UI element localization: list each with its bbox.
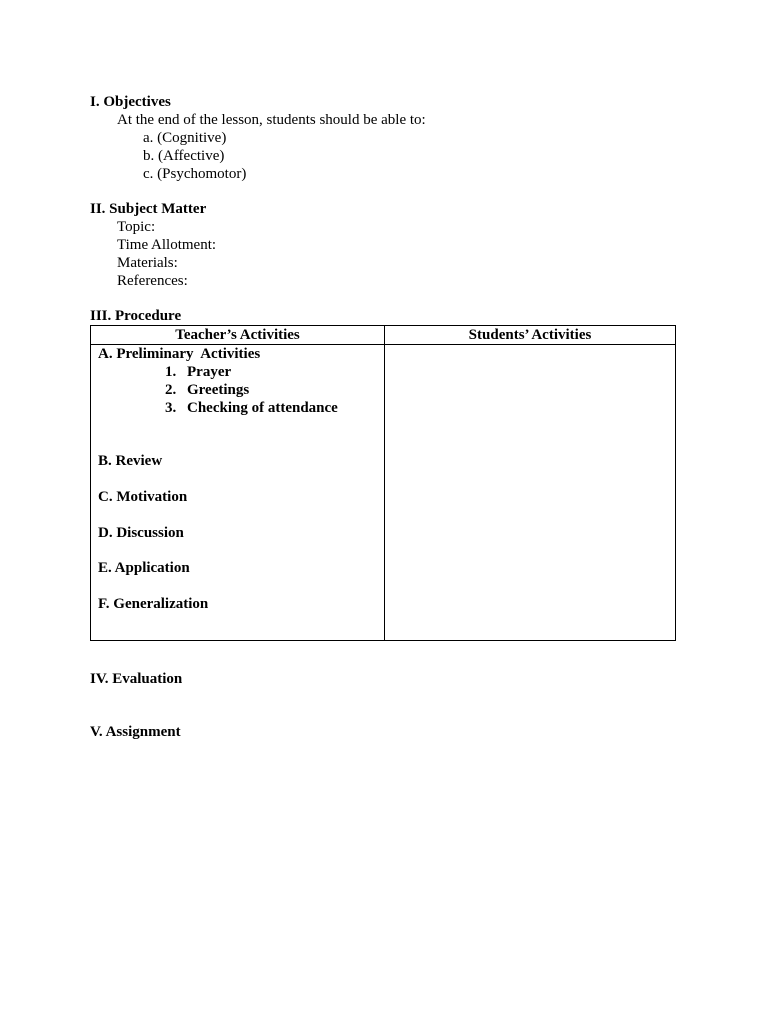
- preliminary-step: [165, 363, 231, 381]
- procedure-table: [90, 325, 676, 641]
- step-number: 2.: [165, 382, 177, 398]
- subject-matter-heading: II. Subject Matter: [90, 201, 207, 217]
- step-text: Prayer: [187, 364, 232, 380]
- step-text: Checking of attendance: [187, 400, 338, 416]
- procedure-heading: III. Procedure: [90, 308, 182, 324]
- preliminary-activities-label: A. Preliminary Activities: [98, 346, 261, 362]
- procedure-section-motivation: C. Motivation: [98, 489, 188, 505]
- step-number: 1.: [165, 364, 177, 380]
- objective-psychomotor: c. (Psychomotor): [143, 166, 247, 182]
- subject-matter-references: References:: [117, 273, 188, 289]
- preliminary-step: [165, 381, 249, 399]
- procedure-section-review: B. Review: [98, 453, 163, 469]
- subject-matter-time-allotment: Time Allotment:: [117, 237, 217, 253]
- step-text: Greetings: [187, 382, 250, 398]
- students-activities-header: Students’ Activities: [468, 327, 592, 343]
- subject-matter-topic: Topic:: [117, 219, 156, 235]
- objectives-heading: I. Objectives: [90, 94, 171, 110]
- procedure-section-application: E. Application: [98, 560, 190, 576]
- subject-matter-materials: Materials:: [117, 255, 178, 271]
- procedure-section-generalization: F. Generalization: [98, 596, 209, 612]
- objective-affective: b. (Affective): [143, 148, 225, 164]
- step-number: 3.: [165, 400, 177, 416]
- preliminary-step: [165, 399, 338, 417]
- objectives-intro: At the end of the lesson, students should be able to:: [117, 112, 426, 128]
- assignment-heading: V. Assignment: [90, 724, 181, 740]
- objective-cognitive: a. (Cognitive): [143, 130, 227, 146]
- evaluation-heading: IV. Evaluation: [90, 671, 183, 687]
- teachers-activities-header: Teacher’s Activities: [175, 327, 300, 343]
- table-column-divider: [384, 326, 385, 640]
- procedure-section-discussion: D. Discussion: [98, 525, 184, 541]
